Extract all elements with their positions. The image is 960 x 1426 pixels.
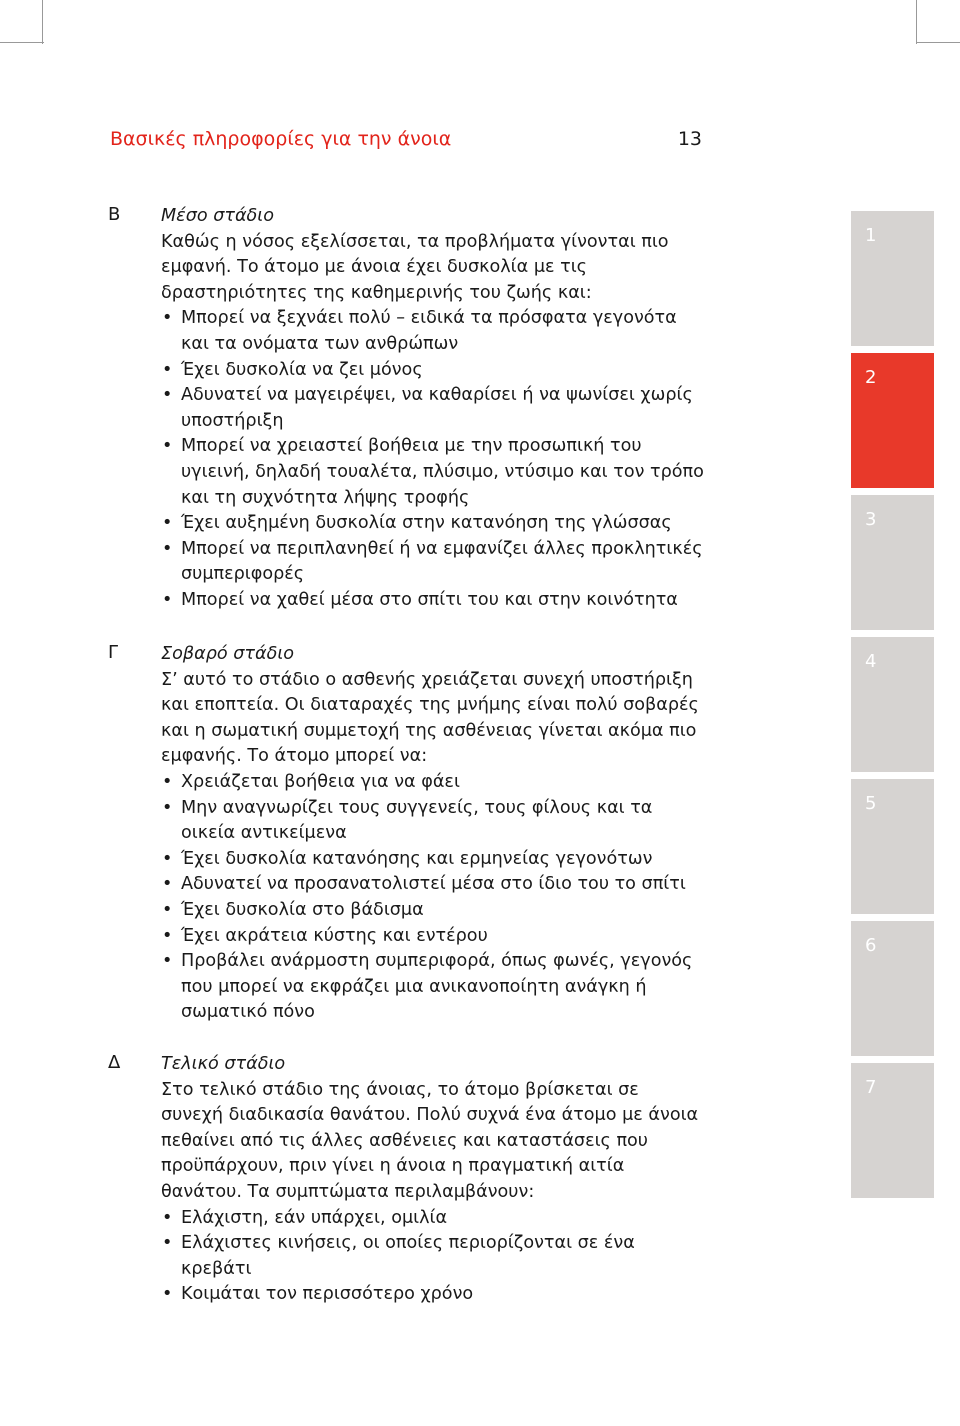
section-heading: Μέσο στάδιο	[161, 206, 275, 226]
crop-mark-left	[42, 0, 43, 44]
chapter-tab-4[interactable]	[851, 637, 934, 772]
chapter-tab-5[interactable]	[851, 779, 934, 914]
list-item: • Έχει δυσκολία στο βάδισμα	[161, 898, 706, 924]
list-item: • Έχει δυσκολία κατανόησης και ερμηνείας γεγονότων	[161, 847, 706, 873]
section-heading: Τελικό στάδιο	[161, 1054, 286, 1074]
list-item: • Αδυνατεί να προσανατολιστεί μέσα στο ίδιο του το σπίτι	[161, 872, 706, 898]
list-item: • Μην αναγνωρίζει τους συγγενείς, τους φίλους και τα οικεία αντικείμενα	[161, 796, 706, 847]
chapter-tab-label: 6	[865, 935, 877, 956]
chapter-tab-label: 3	[865, 509, 877, 530]
section-intro: Καθώς η νόσος εξελίσσεται, τα προβλήματα γίνονται πιο εμφανή. Το άτομο με άνοια έχει δυσκολία με τις δραστηριότητες της καθημερινής του ζωής και:	[161, 231, 669, 303]
crop-mark-right	[916, 0, 917, 44]
list-item: • Έχει δυσκολία να ζει μόνος	[161, 358, 706, 384]
section-body	[161, 204, 706, 614]
list-item: • Έχει αυξημένη δυσκολία στην κατανόηση της γλώσσας	[161, 511, 706, 537]
list-item: • Μπορεί να ξεχνάει πολύ – ειδικά τα πρόσφατα γεγονότα και τα ονόματα των ανθρώπων	[161, 306, 706, 357]
section-letter: Β	[108, 204, 121, 225]
chapter-tab-label: 1	[865, 225, 877, 246]
bullet-list	[161, 306, 706, 613]
bullet-list	[161, 770, 706, 1026]
chapter-tab-3[interactable]	[851, 495, 934, 630]
section-intro: Στο τελικό στάδιο της άνοιας, το άτομο βρίσκεται σε συνεχή διαδικασία θανάτου. Πολύ συχνά ένα άτομο με άνοια πεθαίνει από τις άλλες ασθένειες και καταστάσεις που προϋπάρχουν, πριν γίνει η άνοια η πραγματική αιτία θανάτου. Τα συμπτώματα περιλαμβάνουν:	[161, 1079, 699, 1202]
crop-mark-left-h	[0, 42, 44, 43]
chapter-tab-2[interactable]	[851, 353, 934, 488]
bullet-list	[161, 1206, 706, 1308]
chapter-tab-label: 2	[865, 367, 877, 388]
list-item: • Κοιμάται τον περισσότερο χρόνο	[161, 1282, 706, 1308]
page-number: 13	[677, 128, 702, 150]
chapter-tab-1[interactable]	[851, 211, 934, 346]
list-item: • Μπορεί να χρειαστεί βοήθεια με την προσωπική του υγιεινή, δηλαδή τουαλέτα, πλύσιμο, ντύσιμο και τον τρόπο και τη συχνότητα λήψης τροφής	[161, 434, 706, 511]
list-item: • Ελάχιστη, εάν υπάρχει, ομιλία	[161, 1206, 706, 1232]
list-item: • Ελάχιστες κινήσεις, οι οποίες περιορίζονται σε ένα κρεβάτι	[161, 1231, 706, 1282]
running-header	[110, 128, 702, 150]
list-item: • Αδυνατεί να μαγειρέψει, να καθαρίσει ή να ψωνίσει χωρίς υποστήριξη	[161, 383, 706, 434]
section-intro: Σ’ αυτό το στάδιο ο ασθενής χρειάζεται συνεχή υποστήριξη και εποπτεία. Οι διαταραχές της μνήμης είναι πολύ σοβαρές και η σωματική συμμετοχή της ασθένειας γίνεται ακόμα πιο εμφανής. Το άτομο μπορεί να:	[161, 669, 699, 767]
list-item: • Μπορεί να χαθεί μέσα στο σπίτι του και στην κοινότητα	[161, 588, 706, 614]
chapter-tab-6[interactable]	[851, 921, 934, 1056]
chapter-tab-label: 7	[865, 1077, 877, 1098]
section-letter: Γ	[108, 642, 119, 663]
chapter-tab-label: 5	[865, 793, 877, 814]
chapter-tab-label: 4	[865, 651, 877, 672]
section-heading: Σοβαρό στάδιο	[161, 644, 295, 664]
list-item: • Προβάλει ανάρμοστη συμπεριφορά, όπως φωνές, γεγονός που μπορεί να εκφράζει μια ανικανοποίητη ανάγκη ή σωματικό πόνο	[161, 949, 706, 1026]
header-title: Βασικές πληροφορίες για την άνοια	[110, 128, 452, 150]
crop-mark-right-h	[916, 42, 960, 43]
list-item: • Έχει ακράτεια κύστης και εντέρου	[161, 924, 706, 950]
list-item: • Μπορεί να περιπλανηθεί ή να εμφανίζει άλλες προκλητικές συμπεριφορές	[161, 537, 706, 588]
section-letter: Δ	[108, 1052, 121, 1073]
section-body	[161, 642, 706, 1026]
section-body	[161, 1052, 706, 1308]
chapter-tab-7[interactable]	[851, 1063, 934, 1198]
list-item: • Χρειάζεται βοήθεια για να φάει	[161, 770, 706, 796]
